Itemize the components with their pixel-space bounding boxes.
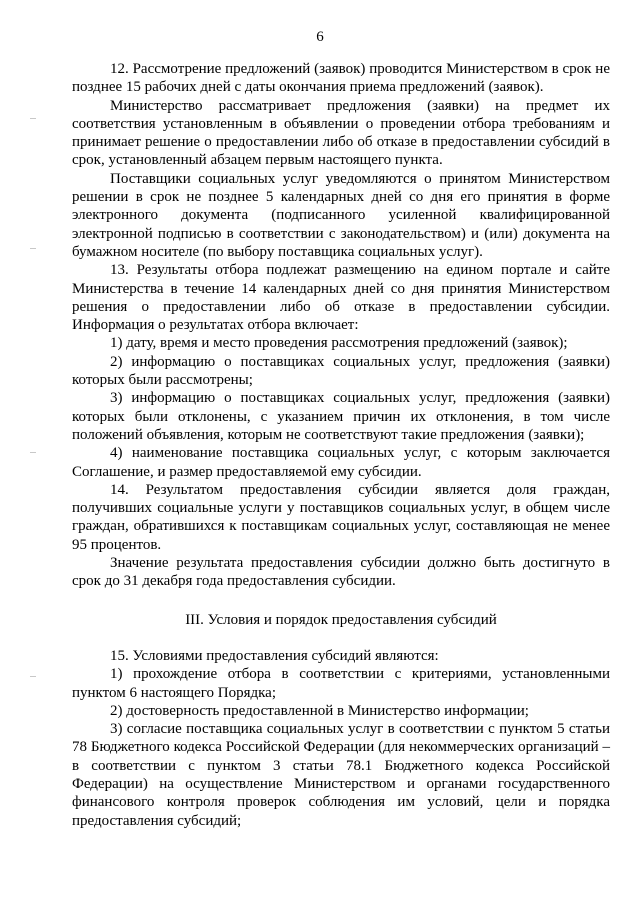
list-item-4: 4) наименование поставщика социальных услуг, с которым заключается Соглашение, и размер предоставляемой ему субсидии. xyxy=(72,445,610,480)
paragraph-14: 14. Результатом предоставления субсидии является доля граждан, получивших социальные услуги у поставщиков социальных услуг, в общем числе граждан, обратившихся к поставщикам социальных услуг, составляющая не менее 95 процентов. xyxy=(72,481,610,553)
condition-item-2: 2) достоверность предоставленной в Министерство информации; xyxy=(110,702,529,719)
page-number: 6 xyxy=(316,29,324,45)
paragraph-review: Министерство рассматривает предложения (заявки) на предмет их соответствия установленным в объявлении о проведении отбора требованиям и принимает решение о предоставлении либо об отказе в предоставлении субсидий в срок, установленный абзацем первым настоящего пункта. xyxy=(72,97,610,169)
list-item-2: 2) информацию о поставщиках социальных услуг, предложения (заявки) которых были рассмотрены; xyxy=(72,353,610,389)
paragraph-13: 13. Результаты отбора подлежат размещению на едином портале и сайте Министерства в течение 14 календарных дней со дня принятия Министерством решения о предоставлении либо об отказе в предоставлении субсидии. Информация о результатах отбора включает: xyxy=(72,262,610,334)
section-heading: III. Условия и порядок предоставления субсидий xyxy=(185,611,497,628)
margin-mark xyxy=(30,248,36,249)
condition-item-3: 3) согласие поставщика социальных услуг в соответствии с пунктом 5 статьи 78 Бюджетного кодекса Российской Федерации (для некоммерческих организаций – в соответствии с пунктом 3 статьи 78.1 Бюджетного кодекса Российской Федерации) на осуществление Министерством и органами государственного финансового контроля проверок соблюдения им условий, цели и порядка предоставления субсидий; xyxy=(72,721,610,829)
paragraph-15: 15. Условиями предоставления субсидий являются: xyxy=(110,647,439,664)
list-item-3: 3) информацию о поставщиках социальных услуг, предложения (заявки) которых были отклонены, с указанием причин их отклонения, в том числе положений объявления, которым не соответствуют такие предложения (заявки); xyxy=(72,390,610,443)
paragraph-12: 12. Рассмотрение предложений (заявок) проводится Министерством в срок не позднее 15 рабочих дней с даты окончания приема предложений (заявок). xyxy=(72,61,610,96)
document-body xyxy=(72,60,610,830)
condition-item-1: 1) прохождение отбора в соответствии с критериями, установленными пунктом 6 настоящего Порядка; xyxy=(72,666,610,701)
list-item-1: 1) дату, время и место проведения рассмотрения предложений (заявок); xyxy=(110,335,568,352)
paragraph-notification: Поставщики социальных услуг уведомляются о принятом Министерством решении в срок не позднее 5 календарных дней со дня его принятия в форме электронного документа (подписанного усиленной квалифицированной электронной подписью в соответствии с законодательством) и (или) документа на бумажном носителе (по выбору поставщика социальных услуг). xyxy=(72,170,610,260)
margin-mark xyxy=(30,676,36,677)
margin-mark xyxy=(30,118,36,119)
paragraph-result-deadline: Значение результата предоставления субсидии должно быть достигнуто в срок до 31 декабря года предоставления субсидии. xyxy=(72,555,610,590)
margin-mark xyxy=(30,452,36,453)
